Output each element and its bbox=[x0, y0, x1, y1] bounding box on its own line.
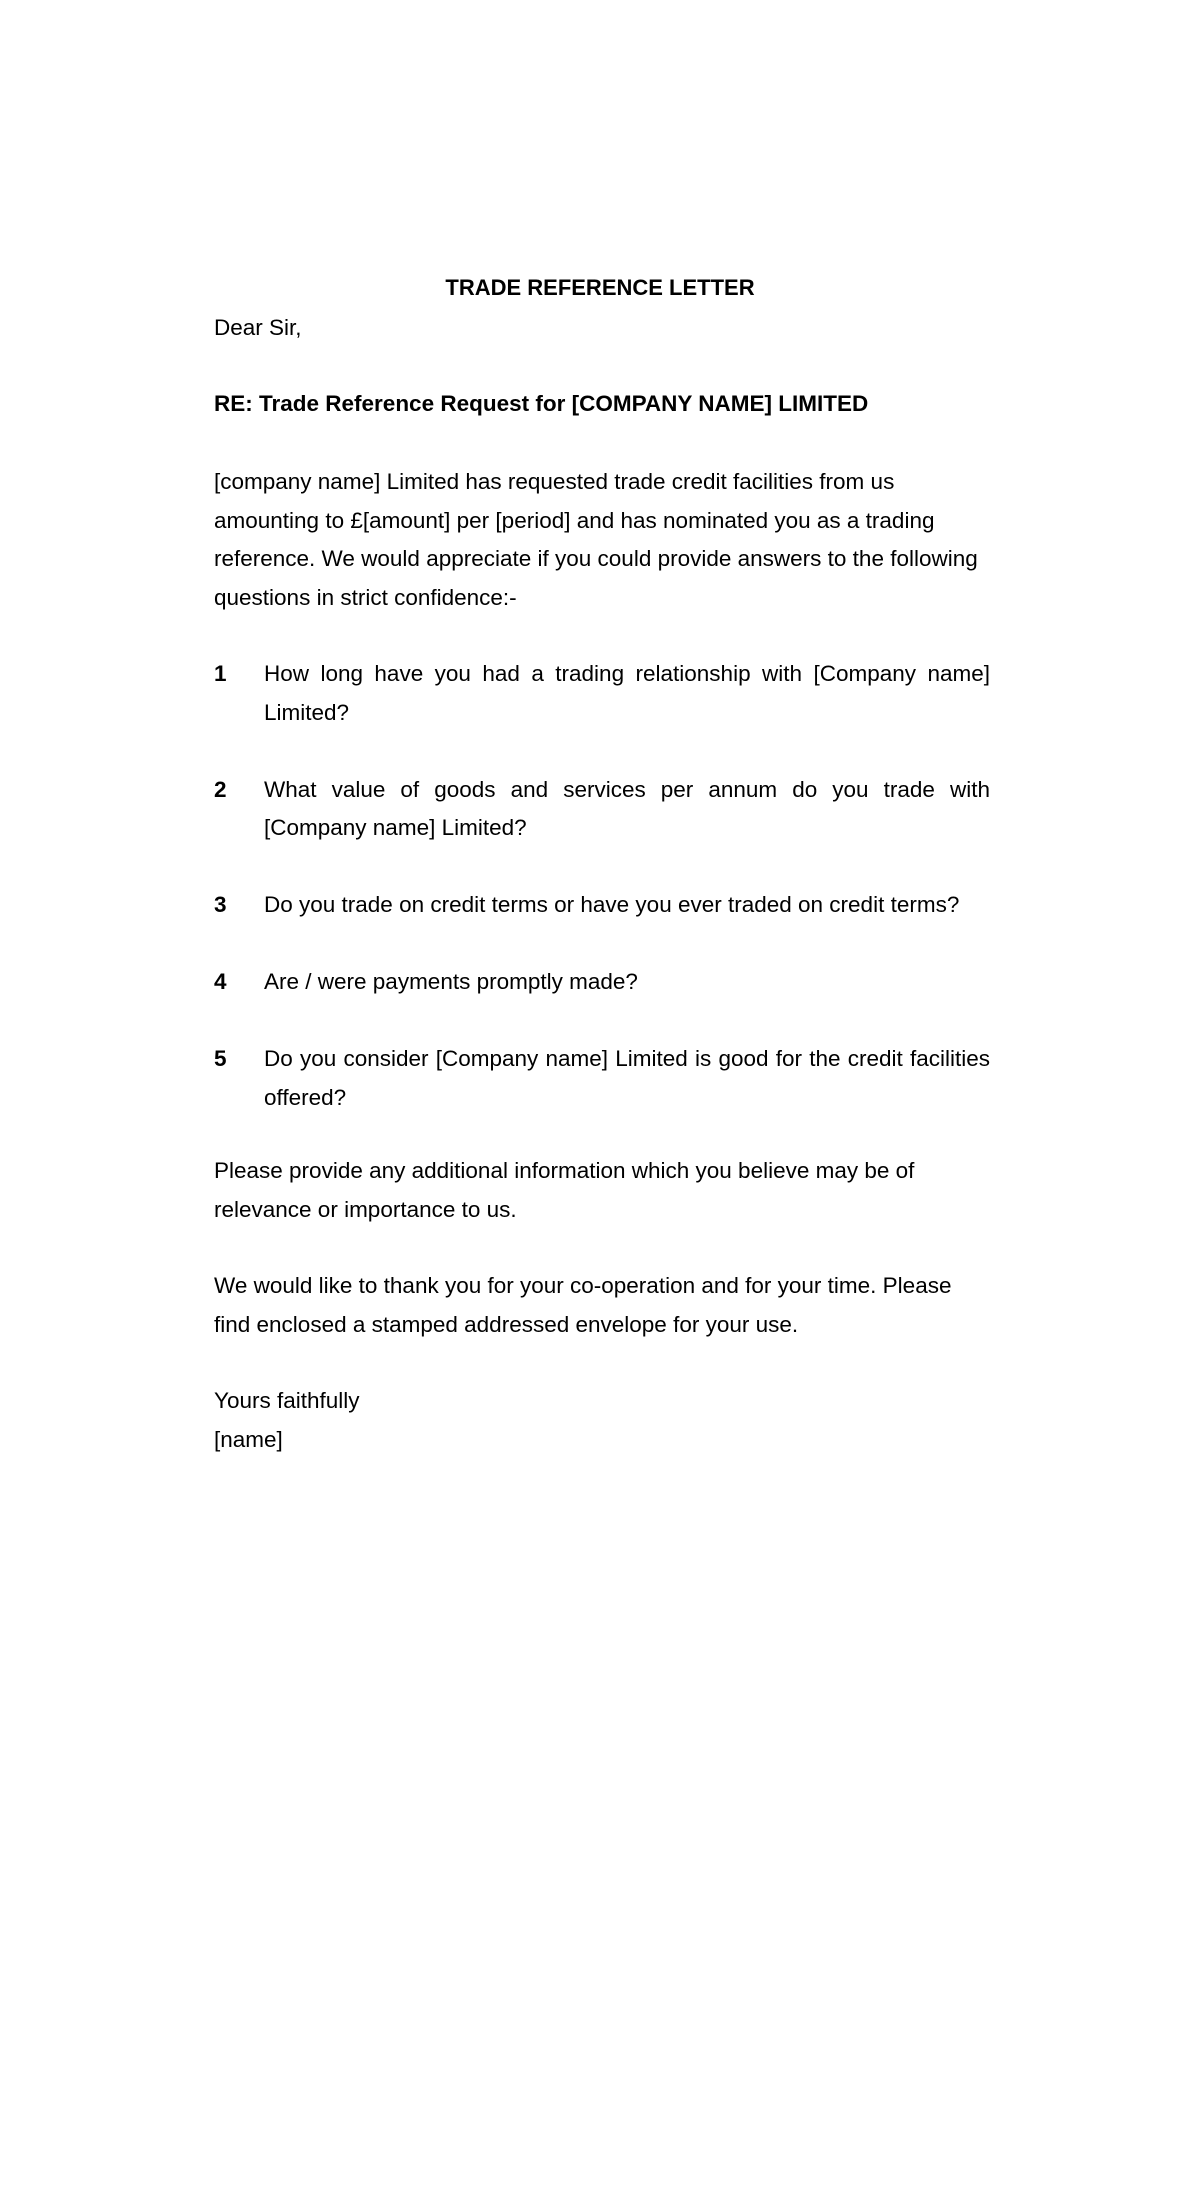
question-number: 5 bbox=[214, 1046, 227, 1071]
question-item bbox=[214, 963, 990, 1002]
question-number: 4 bbox=[214, 969, 227, 994]
letter-title: TRADE REFERENCE LETTER bbox=[445, 275, 755, 300]
salutation: Dear Sir, bbox=[214, 315, 302, 340]
question-item bbox=[214, 771, 990, 848]
question-text: What value of goods and services per annum do you trade with [Company name] Limited? bbox=[264, 776, 990, 840]
question-item bbox=[214, 1040, 990, 1117]
intro-paragraph: [company name] Limited has requested trade credit facilities from us amounting to £[amount] per [period] and has nominated you as a trading reference. We would appreciate if you could provide answers to the following questions in strict confidence:- bbox=[214, 469, 978, 610]
question-number: 1 bbox=[214, 661, 227, 686]
thanks-paragraph: We would like to thank you for your co-operation and for your time. Please find enclosed a stamped addressed envelope for your use. bbox=[214, 1273, 952, 1337]
additional-info-paragraph: Please provide any additional information which you believe may be of relevance or importance to us. bbox=[214, 1158, 915, 1222]
question-item bbox=[214, 886, 990, 925]
closing-phrase: Yours faithfully bbox=[214, 1388, 360, 1413]
question-text: Do you trade on credit terms or have you ever traded on credit terms? bbox=[264, 892, 960, 917]
question-text: Do you consider [Company name] Limited is good for the credit facilities offered? bbox=[264, 1046, 990, 1110]
signature-name: [name] bbox=[214, 1427, 283, 1452]
question-number: 2 bbox=[214, 776, 227, 802]
reference-subject-line: RE: Trade Reference Request for [COMPANY NAME] LIMITED bbox=[214, 391, 869, 416]
question-list bbox=[214, 655, 990, 1156]
question-text: Are / were payments promptly made? bbox=[264, 969, 638, 994]
question-number: 3 bbox=[214, 892, 227, 917]
question-item bbox=[214, 655, 990, 732]
question-text: How long have you had a trading relationship with [Company name] Limited? bbox=[264, 661, 990, 725]
